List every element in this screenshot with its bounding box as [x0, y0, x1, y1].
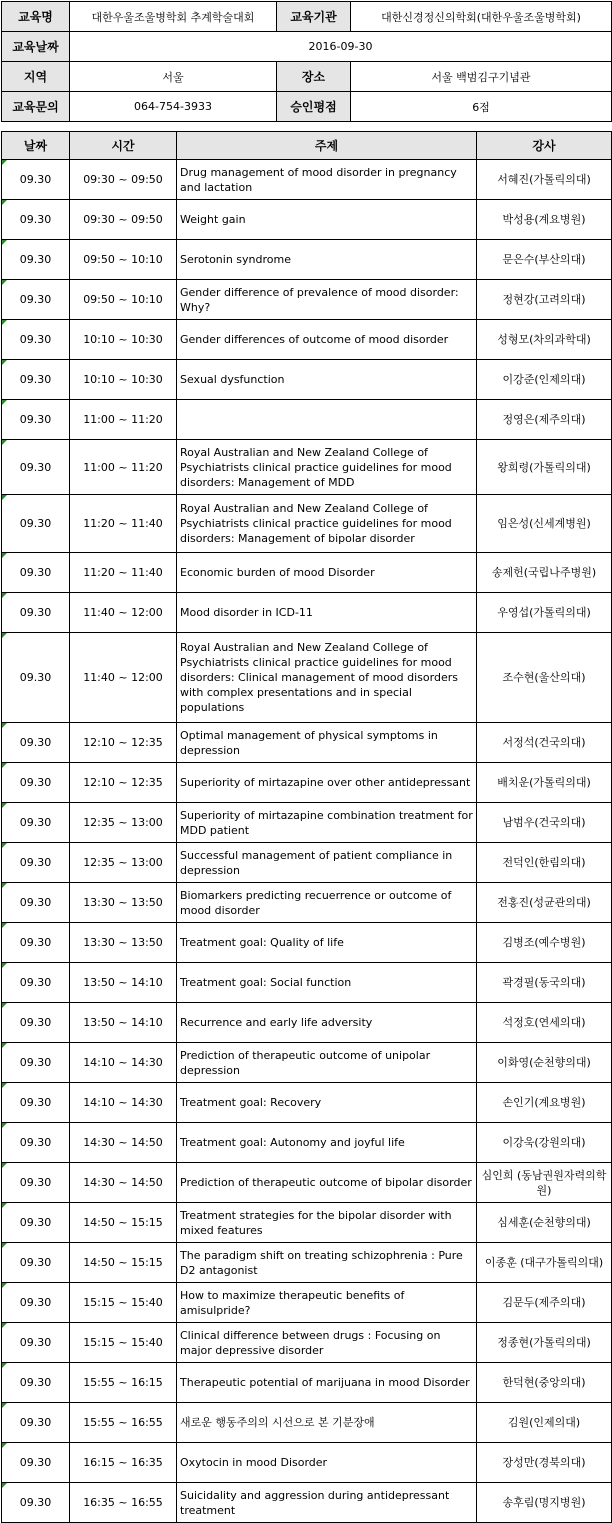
schedule-speaker-cell: 이강준(인제의대) [477, 360, 612, 400]
schedule-row [2, 593, 612, 633]
schedule-time-cell: 09:50 ~ 10:10 [70, 280, 177, 320]
schedule-date-cell: 09.30 [2, 1323, 70, 1363]
schedule-speaker-cell: 조수현(울산의대) [477, 633, 612, 723]
comment-marker-icon [2, 843, 7, 848]
schedule-time-cell: 13:50 ~ 14:10 [70, 1003, 177, 1043]
schedule-date-cell: 09.30 [2, 280, 70, 320]
schedule-time-cell: 11:40 ~ 12:00 [70, 593, 177, 633]
comment-marker-icon [2, 1083, 7, 1088]
schedule-time-cell: 09:30 ~ 09:50 [70, 160, 177, 200]
schedule-date-cell: 09.30 [2, 440, 70, 495]
comment-marker-icon [2, 1163, 7, 1168]
credit-label: 승인평점 [277, 92, 351, 122]
schedule-topic-cell: The paradigm shift on treating schizophrenia : Pure D2 antagonist [177, 1243, 477, 1283]
schedule-date-cell: 09.30 [2, 495, 70, 553]
schedule-speaker-cell: 성형모(차의과학대) [477, 320, 612, 360]
schedule-row [2, 495, 612, 553]
schedule-date-cell: 09.30 [2, 633, 70, 723]
organizer-label: 교육기관 [277, 2, 351, 32]
header-speaker: 강사 [477, 132, 612, 160]
schedule-speaker-cell: 박성용(계요병원) [477, 200, 612, 240]
schedule-row [2, 763, 612, 803]
schedule-date-cell: 09.30 [2, 200, 70, 240]
schedule-topic-cell: Treatment goal: Autonomy and joyful life [177, 1123, 477, 1163]
schedule-time-cell: 12:10 ~ 12:35 [70, 723, 177, 763]
schedule-date-cell: 09.30 [2, 1243, 70, 1283]
schedule-time-cell: 13:30 ~ 13:50 [70, 923, 177, 963]
comment-marker-icon [2, 1323, 7, 1328]
comment-marker-icon [2, 1203, 7, 1208]
schedule-row [2, 400, 612, 440]
schedule-time-cell: 16:35 ~ 16:55 [70, 1483, 177, 1523]
header-topic: 주제 [177, 132, 477, 160]
schedule-date-cell: 09.30 [2, 553, 70, 593]
venue-label: 장소 [277, 62, 351, 92]
comment-marker-icon [2, 240, 7, 245]
schedule-time-cell: 15:15 ~ 15:40 [70, 1323, 177, 1363]
schedule-topic-cell: Royal Australian and New Zealand College of Psychiatrists clinical practice guidelines for mood disorders: Management of bipolar disorder [177, 495, 477, 553]
schedule-speaker-cell: 전덕인(한림의대) [477, 843, 612, 883]
schedule-row [2, 160, 612, 200]
schedule-date-cell: 09.30 [2, 843, 70, 883]
comment-marker-icon [2, 360, 7, 365]
schedule-speaker-cell: 손인기(계요병원) [477, 1083, 612, 1123]
schedule-row [2, 280, 612, 320]
schedule-topic-cell: Royal Australian and New Zealand College of Psychiatrists clinical practice guidelines for mood disorders: Clinical management of mood disorders with complex presentations and in special populations [177, 633, 477, 723]
schedule-topic-cell: Clinical difference between drugs : Focusing on major depressive disorder [177, 1323, 477, 1363]
schedule-topic-cell: Gender differences of outcome of mood disorder [177, 320, 477, 360]
schedule-header-row [2, 132, 612, 160]
schedule-speaker-cell: 한덕현(중앙의대) [477, 1363, 612, 1403]
schedule-time-cell: 14:30 ~ 14:50 [70, 1123, 177, 1163]
comment-marker-icon [2, 553, 7, 558]
schedule-date-cell: 09.30 [2, 1203, 70, 1243]
schedule-date-cell: 09.30 [2, 1003, 70, 1043]
comment-marker-icon [2, 923, 7, 928]
schedule-topic-cell: Treatment goal: Recovery [177, 1083, 477, 1123]
schedule-body [2, 160, 612, 1523]
schedule-speaker-cell: 우영섭(가톨릭의대) [477, 593, 612, 633]
course-name: 대한우울조울병학회 추계학술대회 [70, 2, 277, 32]
comment-marker-icon [2, 1243, 7, 1248]
schedule-speaker-cell: 석정호(연세의대) [477, 1003, 612, 1043]
comment-marker-icon [2, 160, 7, 165]
schedule-speaker-cell: 서혜진(가톨릭의대) [477, 160, 612, 200]
schedule-topic-cell: 새로운 행동주의의 시선으로 본 기분장애 [177, 1403, 477, 1443]
info-row [2, 32, 612, 62]
schedule-row [2, 1003, 612, 1043]
schedule-topic-cell: Serotonin syndrome [177, 240, 477, 280]
schedule-row [2, 723, 612, 763]
schedule-row [2, 320, 612, 360]
schedule-speaker-cell: 서정석(건국의대) [477, 723, 612, 763]
schedule-speaker-cell: 이강욱(강원의대) [477, 1123, 612, 1163]
schedule-speaker-cell: 이종훈 (대구가톨릭의대) [477, 1243, 612, 1283]
header-date: 날짜 [2, 132, 70, 160]
schedule-date-cell: 09.30 [2, 1403, 70, 1443]
schedule-date-cell: 09.30 [2, 883, 70, 923]
info-row [2, 2, 612, 32]
schedule-speaker-cell: 김원(인제의대) [477, 1403, 612, 1443]
comment-marker-icon [2, 1483, 7, 1488]
schedule-time-cell: 10:10 ~ 10:30 [70, 360, 177, 400]
schedule-row [2, 633, 612, 723]
schedule-speaker-cell: 송제헌(국립나주병원) [477, 553, 612, 593]
comment-marker-icon [2, 280, 7, 285]
schedule-row [2, 1483, 612, 1523]
schedule-time-cell: 11:20 ~ 11:40 [70, 553, 177, 593]
schedule-topic-cell: Treatment goal: Quality of life [177, 923, 477, 963]
schedule-time-cell: 12:35 ~ 13:00 [70, 843, 177, 883]
region-label: 지역 [2, 62, 70, 92]
schedule-date-cell: 09.30 [2, 923, 70, 963]
schedule-row [2, 1163, 612, 1203]
organizer: 대한신경정신의학회(대한우울조울병학회) [351, 2, 612, 32]
schedule-speaker-cell: 곽경필(동국의대) [477, 963, 612, 1003]
schedule-time-cell: 13:50 ~ 14:10 [70, 963, 177, 1003]
course-date: 2016-09-30 [70, 32, 612, 62]
comment-marker-icon [2, 963, 7, 968]
schedule-topic-cell: Sexual dysfunction [177, 360, 477, 400]
schedule-topic-cell: Optimal management of physical symptoms in depression [177, 723, 477, 763]
schedule-time-cell: 11:40 ~ 12:00 [70, 633, 177, 723]
schedule-date-cell: 09.30 [2, 1443, 70, 1483]
schedule-row [2, 360, 612, 400]
schedule-topic-cell: Biomarkers predicting recuerrence or outcome of mood disorder [177, 883, 477, 923]
schedule-time-cell: 09:30 ~ 09:50 [70, 200, 177, 240]
schedule-topic-cell: Treatment goal: Social function [177, 963, 477, 1003]
schedule-date-cell: 09.30 [2, 400, 70, 440]
comment-marker-icon [2, 200, 7, 205]
schedule-speaker-cell: 전홍진(성균관의대) [477, 883, 612, 923]
schedule-topic-cell: Mood disorder in ICD-11 [177, 593, 477, 633]
comment-marker-icon [2, 723, 7, 728]
schedule-topic-cell: Weight gain [177, 200, 477, 240]
comment-marker-icon [2, 1283, 7, 1288]
schedule-table [1, 131, 612, 1523]
contact-phone: 064-754-3933 [70, 92, 277, 122]
comment-marker-icon [2, 1123, 7, 1128]
schedule-row [2, 440, 612, 495]
schedule-row [2, 1083, 612, 1123]
schedule-row [2, 1243, 612, 1283]
schedule-time-cell: 15:55 ~ 16:55 [70, 1403, 177, 1443]
schedule-time-cell: 12:10 ~ 12:35 [70, 763, 177, 803]
schedule-row [2, 883, 612, 923]
schedule-date-cell: 09.30 [2, 240, 70, 280]
schedule-speaker-cell: 남범우(건국의대) [477, 803, 612, 843]
comment-marker-icon [2, 633, 7, 638]
schedule-date-cell: 09.30 [2, 803, 70, 843]
schedule-date-cell: 09.30 [2, 320, 70, 360]
schedule-topic-cell: Gender difference of prevalence of mood disorder: Why? [177, 280, 477, 320]
info-row [2, 92, 612, 122]
schedule-speaker-cell: 송후림(명지병원) [477, 1483, 612, 1523]
comment-marker-icon [2, 883, 7, 888]
schedule-date-cell: 09.30 [2, 763, 70, 803]
schedule-date-cell: 09.30 [2, 1363, 70, 1403]
schedule-row [2, 923, 612, 963]
schedule-date-cell: 09.30 [2, 1043, 70, 1083]
info-row [2, 62, 612, 92]
schedule-topic-cell: Superiority of mirtazapine combination treatment for MDD patient [177, 803, 477, 843]
comment-marker-icon [2, 440, 7, 445]
schedule-row [2, 1363, 612, 1403]
schedule-time-cell: 14:30 ~ 14:50 [70, 1163, 177, 1203]
schedule-time-cell: 11:20 ~ 11:40 [70, 495, 177, 553]
schedule-row [2, 1123, 612, 1163]
schedule-speaker-cell: 심인희 (동남권원자력의학원) [477, 1163, 612, 1203]
schedule-speaker-cell: 심세훈(순천향의대) [477, 1203, 612, 1243]
schedule-date-cell: 09.30 [2, 963, 70, 1003]
schedule-time-cell: 09:50 ~ 10:10 [70, 240, 177, 280]
schedule-speaker-cell: 정영은(제주의대) [477, 400, 612, 440]
schedule-row [2, 803, 612, 843]
contact-label: 교육문의 [2, 92, 70, 122]
schedule-date-cell: 09.30 [2, 1083, 70, 1123]
schedule-speaker-cell: 장성만(경북의대) [477, 1443, 612, 1483]
course-name-label: 교육명 [2, 2, 70, 32]
schedule-row [2, 1403, 612, 1443]
comment-marker-icon [2, 803, 7, 808]
schedule-speaker-cell: 배치운(가톨릭의대) [477, 763, 612, 803]
schedule-topic-cell: Prediction of therapeutic outcome of bipolar disorder [177, 1163, 477, 1203]
schedule-time-cell: 12:35 ~ 13:00 [70, 803, 177, 843]
schedule-speaker-cell: 정현강(고려의대) [477, 280, 612, 320]
comment-marker-icon [2, 1363, 7, 1368]
schedule-time-cell: 14:50 ~ 15:15 [70, 1203, 177, 1243]
schedule-time-cell: 14:50 ~ 15:15 [70, 1243, 177, 1283]
schedule-time-cell: 15:55 ~ 16:15 [70, 1363, 177, 1403]
schedule-row [2, 1043, 612, 1083]
schedule-time-cell: 14:10 ~ 14:30 [70, 1043, 177, 1083]
schedule-date-cell: 09.30 [2, 1283, 70, 1323]
schedule-topic-cell: Oxytocin in mood Disorder [177, 1443, 477, 1483]
schedule-date-cell: 09.30 [2, 1163, 70, 1203]
venue: 서울 백범김구기념관 [351, 62, 612, 92]
schedule-time-cell: 10:10 ~ 10:30 [70, 320, 177, 360]
schedule-topic-cell [177, 400, 477, 440]
schedule-row [2, 843, 612, 883]
schedule-row [2, 200, 612, 240]
region: 서울 [70, 62, 277, 92]
schedule-topic-cell: Treatment strategies for the bipolar disorder with mixed features [177, 1203, 477, 1243]
schedule-time-cell: 16:15 ~ 16:35 [70, 1443, 177, 1483]
schedule-row [2, 1283, 612, 1323]
date-label: 교육날짜 [2, 32, 70, 62]
schedule-topic-cell: Therapeutic potential of marijuana in mood Disorder [177, 1363, 477, 1403]
schedule-row [2, 240, 612, 280]
comment-marker-icon [2, 400, 7, 405]
schedule-topic-cell: How to maximize therapeutic benefits of amisulpride? [177, 1283, 477, 1323]
schedule-date-cell: 09.30 [2, 160, 70, 200]
schedule-topic-cell: Superiority of mirtazapine over other antidepressant [177, 763, 477, 803]
schedule-speaker-cell: 왕희령(가톨릭의대) [477, 440, 612, 495]
schedule-topic-cell: Royal Australian and New Zealand College of Psychiatrists clinical practice guidelines for mood disorders: Management of MDD [177, 440, 477, 495]
schedule-date-cell: 09.30 [2, 1483, 70, 1523]
comment-marker-icon [2, 495, 7, 500]
schedule-topic-cell: Recurrence and early life adversity [177, 1003, 477, 1043]
comment-marker-icon [2, 1043, 7, 1048]
schedule-date-cell: 09.30 [2, 723, 70, 763]
comment-marker-icon [2, 320, 7, 325]
comment-marker-icon [2, 1443, 7, 1448]
schedule-speaker-cell: 김문두(제주의대) [477, 1283, 612, 1323]
course-info-table [1, 1, 612, 122]
schedule-speaker-cell: 김병조(예수병원) [477, 923, 612, 963]
schedule-topic-cell: Prediction of therapeutic outcome of unipolar depression [177, 1043, 477, 1083]
schedule-speaker-cell: 문은수(부산의대) [477, 240, 612, 280]
schedule-topic-cell: Suicidality and aggression during antidepressant treatment [177, 1483, 477, 1523]
comment-marker-icon [2, 1403, 7, 1408]
schedule-topic-cell: Successful management of patient compliance in depression [177, 843, 477, 883]
schedule-row [2, 1203, 612, 1243]
schedule-time-cell: 14:10 ~ 14:30 [70, 1083, 177, 1123]
schedule-time-cell: 11:00 ~ 11:20 [70, 400, 177, 440]
schedule-row [2, 963, 612, 1003]
schedule-row [2, 1323, 612, 1363]
schedule-speaker-cell: 임은성(신세계병원) [477, 495, 612, 553]
schedule-time-cell: 13:30 ~ 13:50 [70, 883, 177, 923]
schedule-time-cell: 15:15 ~ 15:40 [70, 1283, 177, 1323]
schedule-date-cell: 09.30 [2, 1123, 70, 1163]
schedule-speaker-cell: 이화영(순천향의대) [477, 1043, 612, 1083]
schedule-topic-cell: Drug management of mood disorder in pregnancy and lactation [177, 160, 477, 200]
header-time: 시간 [70, 132, 177, 160]
comment-marker-icon [2, 593, 7, 598]
schedule-row [2, 553, 612, 593]
schedule-topic-cell: Economic burden of mood Disorder [177, 553, 477, 593]
schedule-row [2, 1443, 612, 1483]
comment-marker-icon [2, 1003, 7, 1008]
schedule-speaker-cell: 정종현(가톨릭의대) [477, 1323, 612, 1363]
schedule-date-cell: 09.30 [2, 360, 70, 400]
credit: 6점 [351, 92, 612, 122]
comment-marker-icon [2, 763, 7, 768]
schedule-date-cell: 09.30 [2, 593, 70, 633]
schedule-time-cell: 11:00 ~ 11:20 [70, 440, 177, 495]
